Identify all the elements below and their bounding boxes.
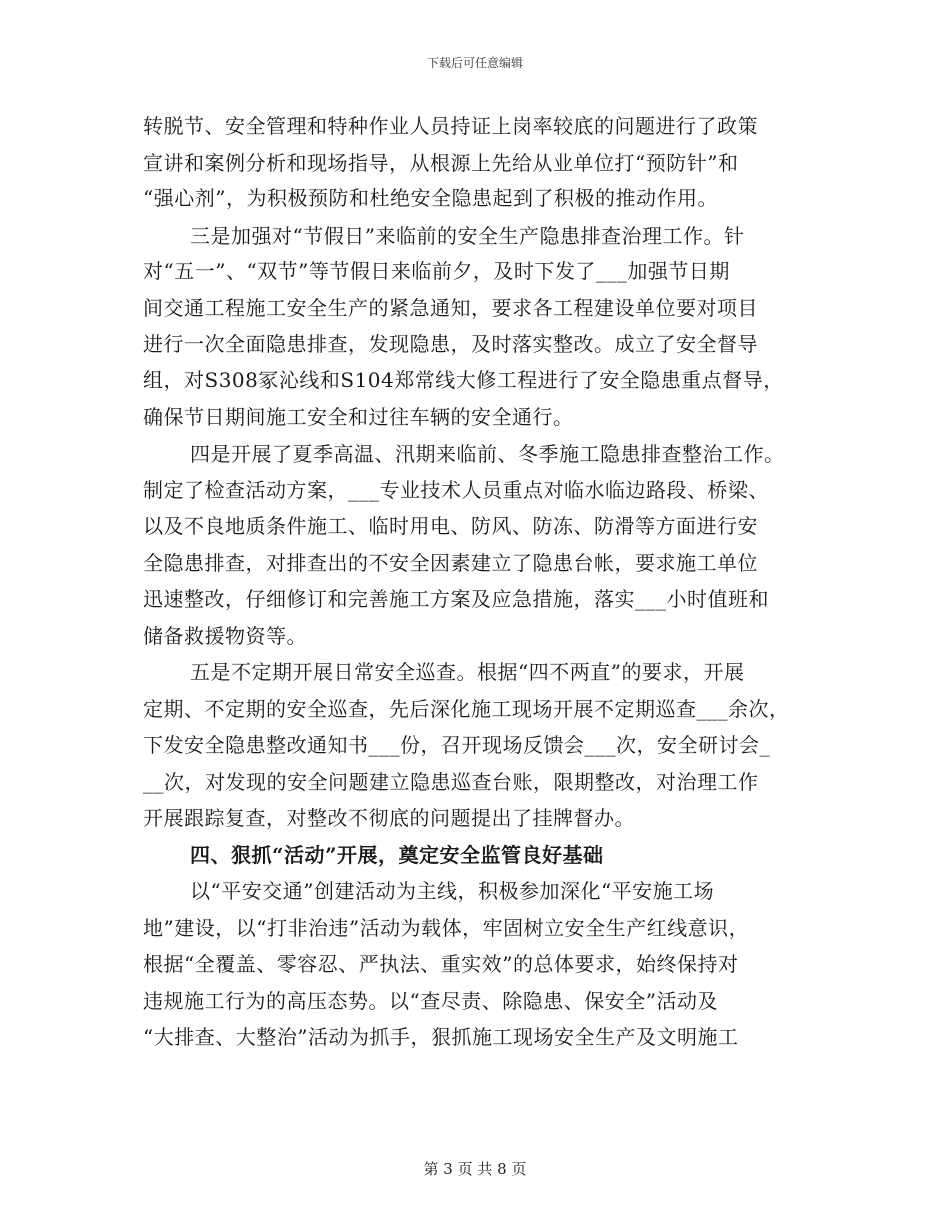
text-line: 根据“全覆盖、零容忍、严执法、重实效”的总体要求，始终保持对: [143, 952, 739, 976]
text-line: 违规施工行为的高压态势。以“查尽责、除隐患、保安全”活动及: [143, 989, 718, 1013]
text-line: 五是不定期开展日常安全巡查。根据“四不两直”的要求，开展: [190, 660, 745, 684]
header-note: 下载后可任意编辑: [426, 56, 523, 70]
text-line: 三是加强对“节假日”来临前的安全生产隐患排查治理工作。针: [190, 224, 745, 248]
text-line: 以及不良地质条件施工、临时用电、防风、防冻、防滑等方面进行安: [143, 514, 758, 538]
text-line: __次，对发现的安全问题建立隐患巡查台账，限期整改，对治理工作: [143, 770, 759, 794]
text-line: “大排查、大整治”活动为抓手，狠抓施工现场安全生产及文明施工: [143, 1025, 739, 1049]
text-line: 间交通工程施工安全生产的紧急通知，要求各工程建设单位要对项目: [143, 296, 758, 320]
text-line: 开展跟踪复查，对整改不彻底的问题提出了挂牌督办。: [143, 806, 635, 830]
text-line: 对“五一”、“双节”等节假日来临前夕，及时下发了___加强节日期: [143, 259, 730, 283]
text-line: 下发安全隐患整改通知书___份，召开现场反馈会___次，安全研讨会_: [143, 733, 770, 757]
page-footer: 第 3 页 共 8 页: [423, 1160, 527, 1178]
text-line: 定期、不定期的安全巡查，先后深化施工现场开展不定期巡查___余次，: [143, 697, 790, 721]
text-line: 确保节日期间施工安全和过往车辆的安全通行。: [143, 405, 574, 429]
text-line: 以“平安交通”创建活动为主线，积极参加深化“平安施工场: [190, 879, 715, 903]
text-line: “强心剂”，为积极预防和杜绝安全隐患起到了积极的推动作用。: [143, 186, 718, 210]
text-line: 四是开展了夏季高温、汛期来临前、冬季施工隐患排查整治工作。: [190, 442, 785, 466]
text-line: 进行一次全面隐患排查，发现隐患，及时落实整改。成立了安全督导: [143, 332, 758, 356]
text-line: 制定了检查活动方案，___专业技术人员重点对临水临边路段、桥梁、: [143, 478, 769, 502]
text-line: 全隐患排查，对排查出的不安全因素建立了隐患台帐，要求施工单位: [143, 551, 758, 575]
text-line: 宣讲和案例分析和现场指导，从根源上先给从业单位打“预防针”和: [143, 151, 739, 175]
text-line: 储备救援物资等。: [143, 624, 307, 648]
text-line: 转脱节、安全管理和特种作业人员持证上岗率较底的问题进行了政策: [143, 114, 758, 138]
text-line: 地”建设，以“打非治违”活动为载体，牢固树立安全生产红线意识，: [143, 916, 750, 940]
section-heading: 四、狠抓“活动”开展，奠定安全监管良好基础: [190, 843, 604, 867]
text-line: 迅速整改，仔细修订和完善施工方案及应急措施，落实___小时值班和: [143, 587, 769, 611]
text-line: 组，对S308冢沁线和S104郑常线大修工程进行了安全隐患重点督导，: [143, 368, 784, 392]
